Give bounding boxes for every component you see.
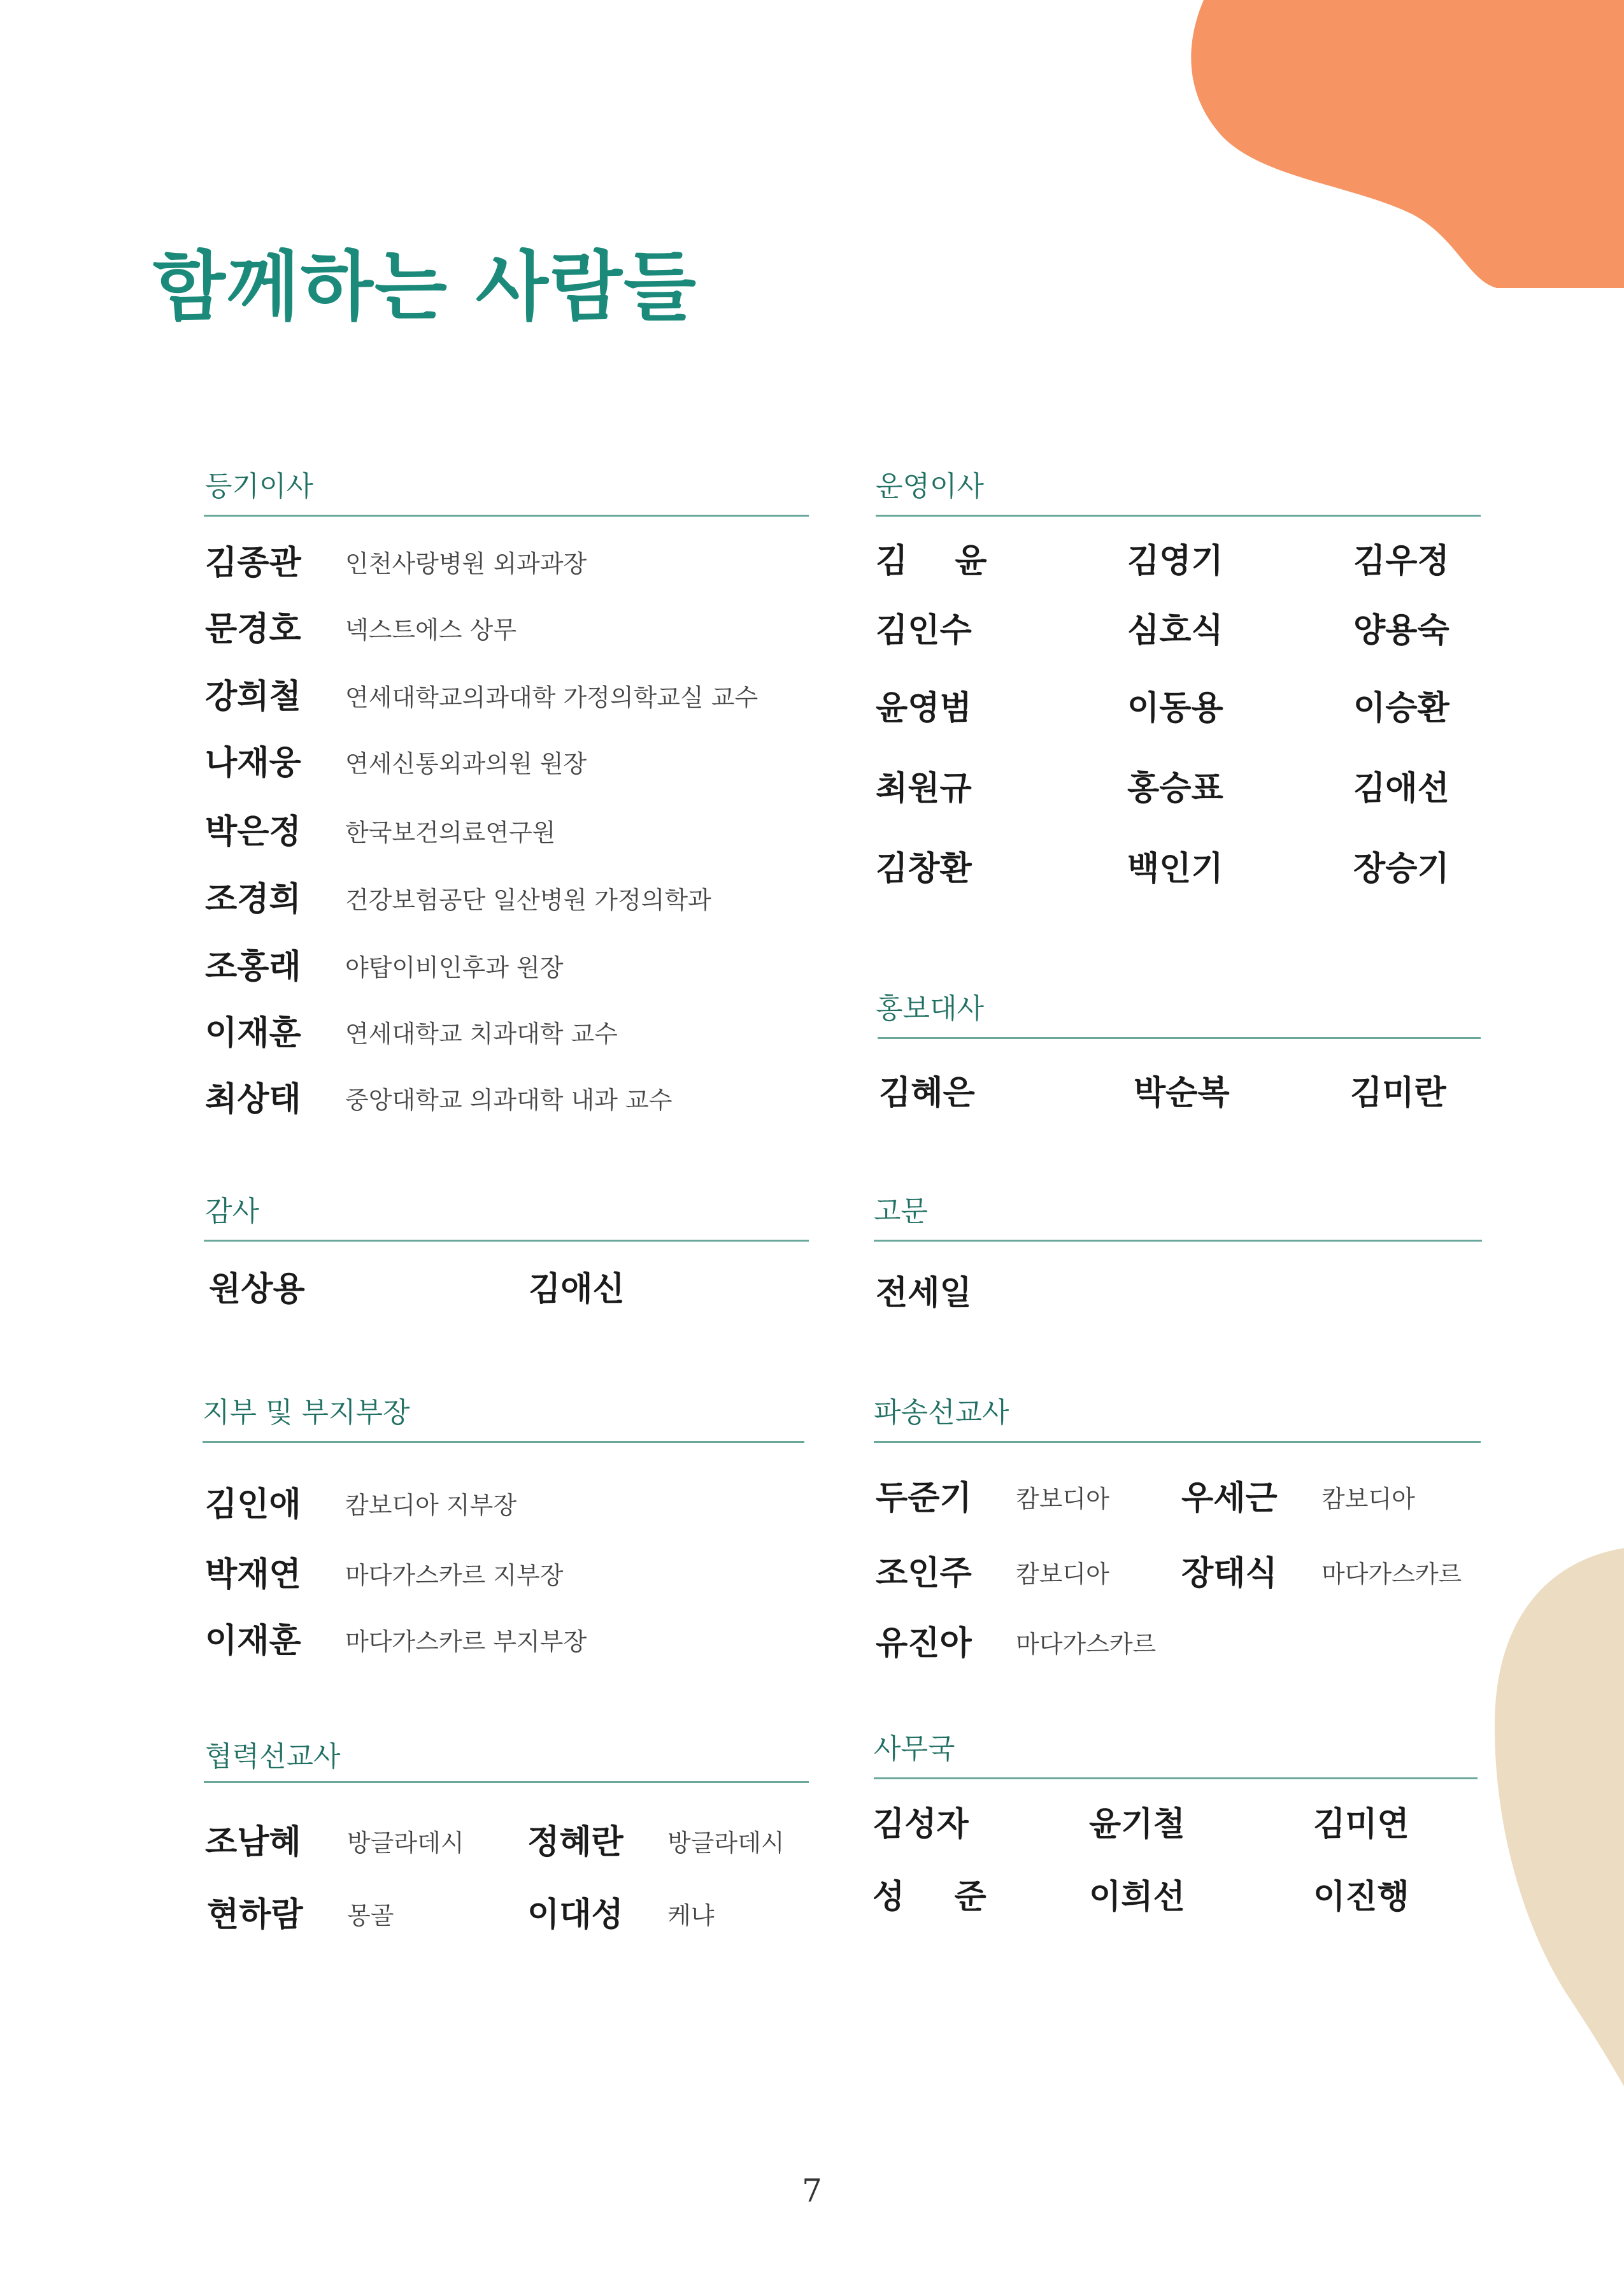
bottom-right-blob: [1495, 1548, 1624, 2086]
member-name: 김우정: [1353, 542, 1449, 580]
page-title: 함께하는 사람들: [153, 243, 697, 331]
section-divider: [874, 1777, 1478, 1779]
member-name: 이희선: [1089, 1878, 1185, 1916]
section-divider: [204, 515, 809, 517]
member-desc: 건강보험공단 일산병원 가정의학과: [345, 886, 711, 914]
member-name: 양용숙: [1353, 612, 1449, 650]
member-name: 이재훈: [205, 1622, 301, 1660]
section-divider: [878, 1037, 1481, 1039]
member-name: 이동용: [1127, 689, 1223, 728]
member-name: 우세근: [1181, 1479, 1278, 1517]
member-desc: 마다가스카르: [1321, 1560, 1462, 1588]
member-name: 홍승표: [1127, 770, 1223, 808]
member-name: 나재웅: [205, 744, 301, 782]
section-divider: [204, 1781, 809, 1783]
member-name: 성 준: [873, 1878, 1006, 1916]
member-desc: 연세대학교의과대학 가정의학교실 교수: [345, 684, 759, 712]
member-desc: 캄보디아: [1016, 1485, 1109, 1513]
member-desc: 마다가스카르: [1016, 1630, 1157, 1658]
member-name: 조남혜: [205, 1823, 301, 1861]
member-desc: 중앙대학교 의과대학 내과 교수: [345, 1086, 673, 1114]
member-desc: 캄보디아 지부장: [345, 1491, 517, 1519]
section-heading: 협력선교사: [205, 1740, 341, 1773]
member-desc: 케냐: [667, 1902, 715, 1930]
member-name: 김창환: [876, 850, 972, 888]
member-name: 김인수: [876, 612, 972, 650]
section-divider: [204, 1240, 809, 1242]
member-name: 장태식: [1181, 1554, 1278, 1593]
member-desc: 넥스트에스 상무: [345, 616, 517, 644]
member-name: 이재훈: [205, 1014, 301, 1052]
section-heading: 감사: [205, 1195, 260, 1228]
section-divider: [876, 515, 1481, 517]
member-name: 김미연: [1313, 1805, 1409, 1844]
member-name: 이대성: [527, 1896, 623, 1934]
member-name: 김애신: [529, 1270, 625, 1308]
member-name: 원상용: [209, 1270, 305, 1308]
member-name: 김영기: [1127, 542, 1223, 580]
member-name: 이승환: [1353, 689, 1449, 728]
member-desc: 방글라데시: [667, 1829, 785, 1857]
section-divider: [874, 1240, 1482, 1242]
member-name: 최원규: [876, 770, 972, 808]
section-heading: 홍보대사: [876, 993, 985, 1025]
member-name: 유진아: [876, 1624, 972, 1663]
member-name: 윤영범: [876, 689, 972, 728]
member-desc: 연세신통외과의원 원장: [345, 750, 587, 778]
member-name: 조인주: [876, 1554, 972, 1593]
section-heading: 운영이사: [876, 470, 985, 503]
member-name: 문경호: [205, 610, 301, 649]
member-name: 심호식: [1127, 612, 1223, 650]
member-name: 김성자: [873, 1805, 969, 1844]
section-divider: [874, 1441, 1481, 1443]
page-number: 7: [802, 2172, 822, 2209]
member-desc: 몽골: [347, 1902, 394, 1930]
member-name: 백인기: [1127, 850, 1223, 888]
member-name: 김종관: [205, 544, 301, 582]
member-name: 정혜란: [527, 1823, 623, 1861]
member-name: 김인애: [205, 1486, 301, 1524]
member-desc: 캄보디아: [1321, 1485, 1415, 1513]
member-name: 김미란: [1350, 1074, 1446, 1112]
member-name: 박재연: [205, 1556, 301, 1594]
member-desc: 인천사랑병원 외과과장: [345, 550, 587, 578]
member-name: 김혜은: [879, 1074, 975, 1112]
section-heading: 사무국: [874, 1733, 955, 1765]
member-desc: 방글라데시: [347, 1829, 464, 1857]
member-desc: 야탑이비인후과 원장: [345, 954, 564, 982]
member-name: 두준기: [876, 1479, 972, 1517]
member-name: 윤기철: [1089, 1805, 1185, 1844]
member-desc: 캄보디아: [1016, 1560, 1109, 1588]
section-heading: 지부 및 부지부장: [203, 1396, 410, 1429]
section-heading: 파송선교사: [874, 1396, 1009, 1429]
member-name: 김 윤: [876, 542, 1005, 580]
section-heading: 고문: [874, 1195, 929, 1228]
member-name: 조경희: [205, 880, 301, 919]
top-right-blob: [1191, 0, 1624, 288]
member-name: 현하람: [207, 1896, 303, 1934]
member-name: 강희철: [205, 678, 301, 716]
member-desc: 마다가스카르 부지부장: [345, 1628, 587, 1656]
member-desc: 연세대학교 치과대학 교수: [345, 1020, 618, 1048]
member-name: 박순복: [1134, 1074, 1230, 1112]
member-name: 김애선: [1353, 770, 1449, 808]
section-divider: [203, 1441, 804, 1443]
member-name: 전세일: [876, 1274, 972, 1312]
member-name: 최상태: [205, 1080, 301, 1119]
section-heading: 등기이사: [205, 470, 314, 503]
member-name: 박은정: [205, 813, 301, 851]
member-desc: 한국보건의료연구원: [345, 819, 556, 847]
member-name: 조홍래: [205, 948, 301, 986]
member-name: 이진행: [1313, 1878, 1409, 1916]
member-desc: 마다가스카르 지부장: [345, 1561, 564, 1589]
member-name: 장승기: [1353, 850, 1449, 888]
